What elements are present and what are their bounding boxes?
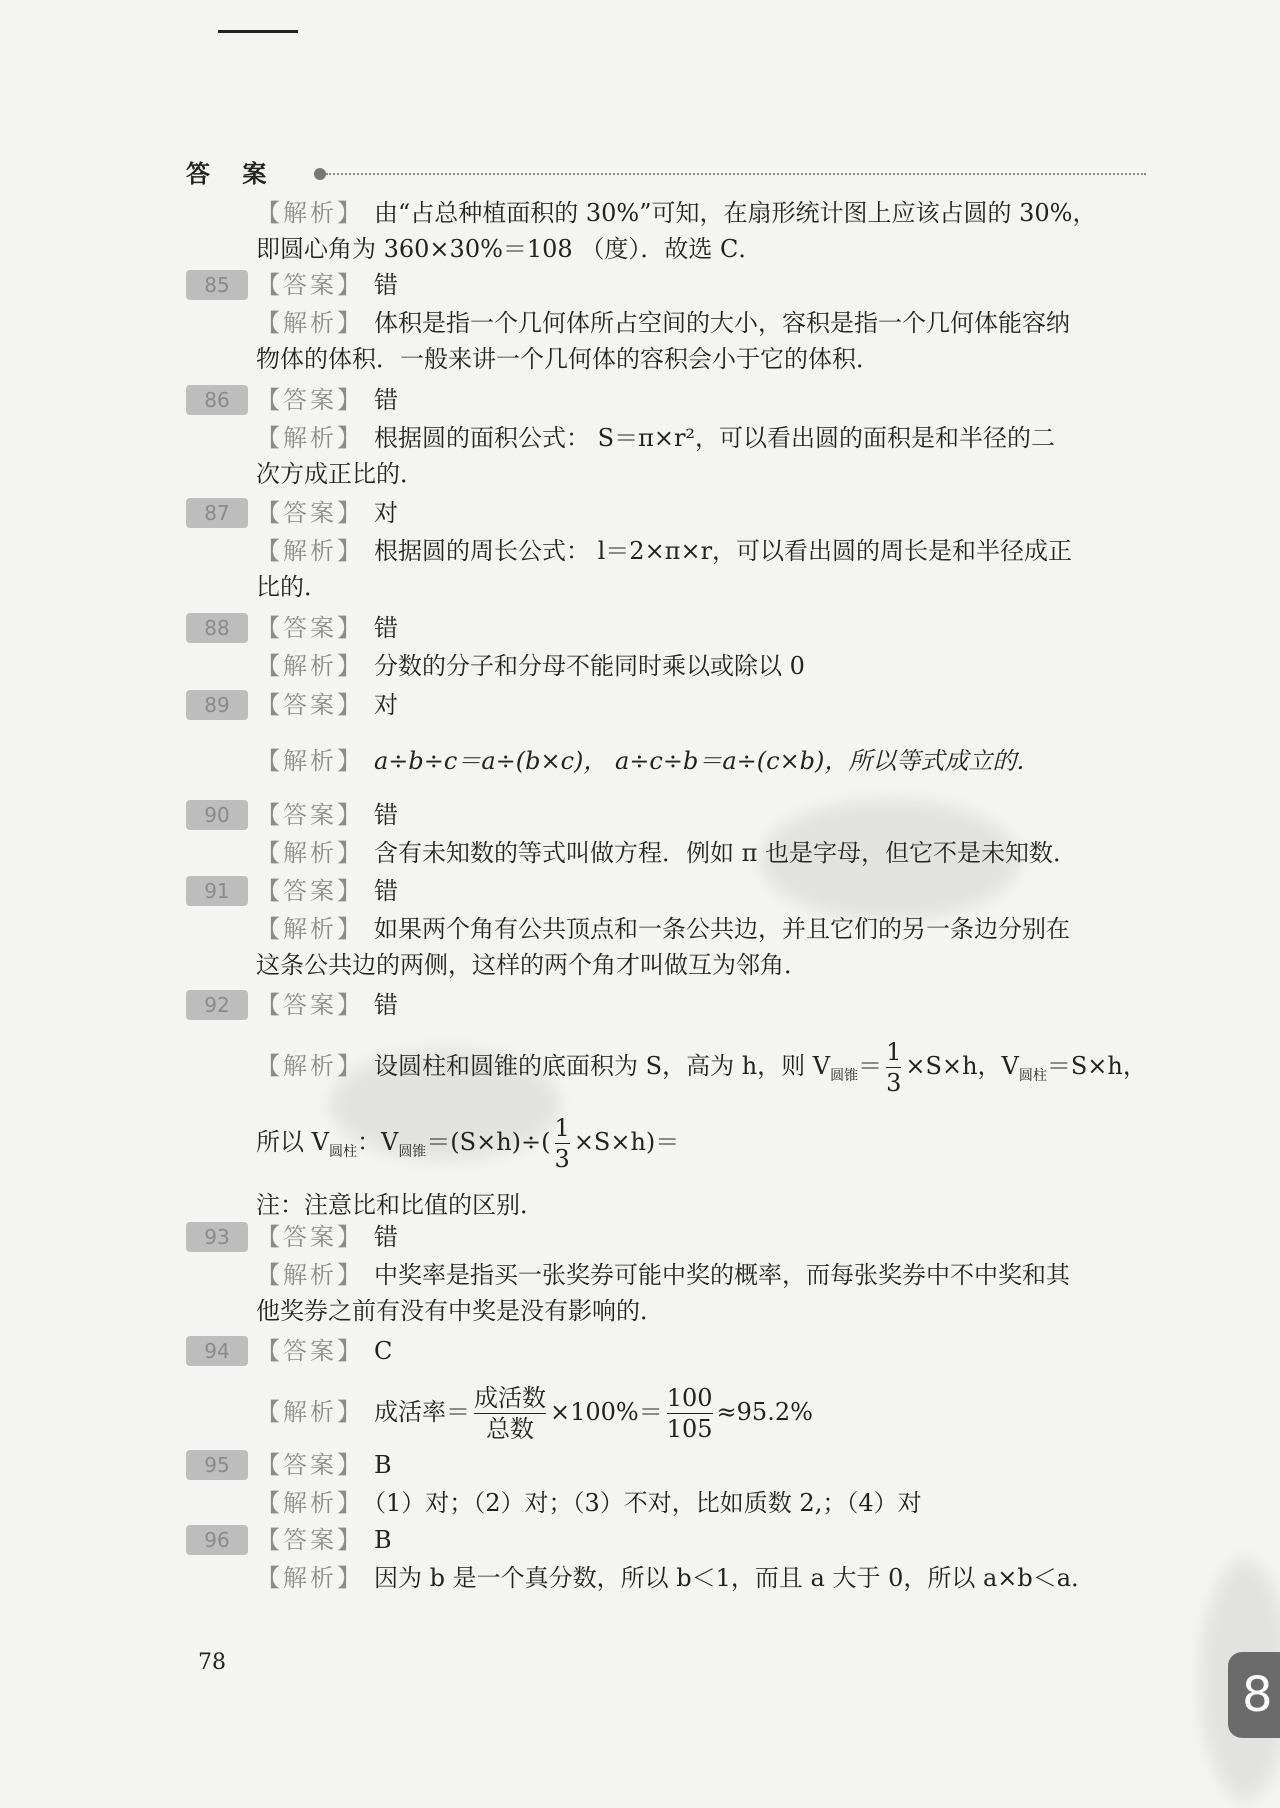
answer-value: 对 xyxy=(374,499,398,527)
question-number: 92 xyxy=(186,990,248,1020)
answer-value: 错 xyxy=(374,991,398,1019)
analysis-text: 由“占总种植面积的 30%”可知，在扇形统计图上应该占圆的 30%， xyxy=(374,199,1097,227)
question-number: 94 xyxy=(186,1336,248,1366)
fraction xyxy=(474,1383,546,1444)
section-header xyxy=(186,150,1186,190)
answer-value: 错 xyxy=(374,1223,398,1251)
fraction xyxy=(667,1383,713,1444)
ratio-formula-line xyxy=(256,1110,679,1174)
fraction-denominator: 总数 xyxy=(474,1413,546,1444)
fraction-numerator: 成活数 xyxy=(474,1384,546,1412)
analysis-tag: 【解析】 xyxy=(256,652,364,680)
question-number: 85 xyxy=(186,270,248,300)
fraction-numerator: 1 xyxy=(886,1038,902,1066)
answer-tag: 【答案】 xyxy=(256,1451,364,1479)
analysis-tag: 【解析】 xyxy=(256,309,364,337)
subscript-cone: 圆锥 xyxy=(398,1143,427,1160)
question-number: 95 xyxy=(186,1450,248,1480)
formula-text: 设圆柱和圆锥的底面积为 S，高为 h，则 V xyxy=(374,1052,831,1080)
analysis-text: （1）对；（2）对；（3）不对，比如质数 2,；（4）对 xyxy=(374,1489,922,1517)
analysis-tag: 【解析】 xyxy=(256,424,364,452)
answer-tag: 【答案】 xyxy=(256,691,364,719)
formula-text: ＝(S×h)÷( xyxy=(426,1128,551,1156)
answer-value: 错 xyxy=(374,271,398,299)
answer-value: B xyxy=(374,1526,392,1554)
question-number: 91 xyxy=(186,876,248,906)
answer-tag: 【答案】 xyxy=(256,271,364,299)
analysis-tag: 【解析】 xyxy=(256,1489,364,1517)
subscript-cylinder: 圆柱 xyxy=(1018,1067,1047,1084)
formula-text: 成活率＝ xyxy=(374,1398,470,1426)
top-rule xyxy=(218,30,298,33)
question-number: 93 xyxy=(186,1222,248,1252)
fraction-denominator: 3 xyxy=(886,1069,902,1097)
formula-text: ×100%＝ xyxy=(550,1398,663,1426)
answer-value: 错 xyxy=(374,877,398,905)
analysis-formula-line xyxy=(256,1380,813,1444)
header-dotted-rule xyxy=(326,173,1146,175)
analysis-tag: 【解析】 xyxy=(256,1564,364,1592)
question-number: 89 xyxy=(186,690,248,720)
analysis-tag: 【解析】 xyxy=(256,1261,364,1289)
subscript-cone: 圆锥 xyxy=(830,1067,859,1084)
analysis-text: 体积是指一个几何体所占空间的大小，容积是指一个几何体能容纳 xyxy=(374,309,1070,337)
analysis-text: 他奖券之前有没有中奖是没有影响的． xyxy=(256,1297,664,1325)
formula-text: ≈95.2% xyxy=(716,1398,813,1426)
equals-sign: ＝ xyxy=(858,1052,883,1080)
analysis-tag: 【解析】 xyxy=(256,537,364,565)
formula-text: ×S×h)＝ xyxy=(573,1128,680,1156)
analysis-tag: 【解析】 xyxy=(256,1398,364,1426)
analysis-tag: 【解析】 xyxy=(256,1052,364,1080)
formula-text: ：V xyxy=(356,1128,399,1156)
question-number: 96 xyxy=(186,1525,248,1555)
answer-tag: 【答案】 xyxy=(256,801,364,829)
analysis-text: 分数的分子和分母不能同时乘以或除以 0 xyxy=(374,652,805,680)
answer-value: 错 xyxy=(374,614,398,642)
analysis-text: 中奖率是指买一张奖券可能中奖的概率，而每张奖券中不中奖和其 xyxy=(374,1261,1070,1289)
answer-tag: 【答案】 xyxy=(256,1526,364,1554)
analysis-text: 根据圆的周长公式： l＝2×π×r，可以看出圆的周长是和半径成正 xyxy=(374,537,1073,565)
analysis-tag: 【解析】 xyxy=(256,839,364,867)
answer-tag: 【答案】 xyxy=(256,991,364,1019)
fraction xyxy=(555,1113,570,1174)
question-number: 90 xyxy=(186,800,248,830)
formula-text: ×S×h，V xyxy=(905,1052,1019,1080)
analysis-text: 比的． xyxy=(256,573,328,601)
analysis-text: 含有未知数的等式叫做方程．例如 π 也是字母，但它不是未知数． xyxy=(374,839,1078,867)
answer-tag: 【答案】 xyxy=(256,877,364,905)
analysis-tag: 【解析】 xyxy=(256,747,364,775)
answer-value: 错 xyxy=(374,386,398,414)
fraction-numerator: 100 xyxy=(666,1384,713,1412)
subscript-cylinder: 圆柱 xyxy=(328,1143,357,1160)
formula-text: ＝S×h， xyxy=(1046,1052,1147,1080)
note-text: 注：注意比和比值的区别． xyxy=(256,1191,544,1219)
analysis-text: 即圆心角为 360×30%＝108 （度）．故选 C． xyxy=(256,235,763,263)
analysis-tag: 【解析】 xyxy=(256,915,364,943)
question-number: 88 xyxy=(186,613,248,643)
page-number: 78 xyxy=(198,1650,226,1675)
answer-value: 对 xyxy=(374,691,398,719)
header-dot xyxy=(314,168,326,180)
analysis-formula: a÷b÷c＝a÷(b×c)， a÷c÷b＝a÷(c×b)，所以等式成立的． xyxy=(374,747,1041,775)
chapter-tab: 8 xyxy=(1228,1652,1280,1738)
question-number: 87 xyxy=(186,498,248,528)
fraction-denominator: 3 xyxy=(554,1145,570,1173)
analysis-text: 次方成正比的． xyxy=(256,460,424,488)
fraction-denominator: 105 xyxy=(666,1415,713,1443)
analysis-text: 根据圆的面积公式： S＝π×r²，可以看出圆的面积是和半径的二 xyxy=(374,424,1056,452)
answer-value: B xyxy=(374,1451,392,1479)
fraction-numerator: 1 xyxy=(554,1114,570,1142)
answer-value: C xyxy=(374,1337,393,1365)
answer-value: 错 xyxy=(374,801,398,829)
question-number: 86 xyxy=(186,385,248,415)
analysis-formula-line xyxy=(256,1034,1147,1098)
answer-tag: 【答案】 xyxy=(256,614,364,642)
analysis-text: 因为 b 是一个真分数，所以 b＜1，而且 a 大于 0，所以 a×b＜a． xyxy=(374,1564,1096,1592)
answer-tag: 【答案】 xyxy=(256,1223,364,1251)
analysis-text: 物体的体积．一般来讲一个几何体的容积会小于它的体积． xyxy=(256,345,880,373)
answer-tag: 【答案】 xyxy=(256,499,364,527)
analysis-text: 这条公共边的两侧，这样的两个角才叫做互为邻角． xyxy=(256,951,808,979)
section-title: 答 案 xyxy=(186,160,279,188)
answer-tag: 【答案】 xyxy=(256,1337,364,1365)
analysis-text: 如果两个角有公共顶点和一条公共边，并且它们的另一条边分别在 xyxy=(374,915,1070,943)
formula-text: 所以 V xyxy=(256,1128,329,1156)
analysis-tag: 【解析】 xyxy=(256,199,364,227)
answer-tag: 【答案】 xyxy=(256,386,364,414)
fraction xyxy=(886,1037,901,1098)
